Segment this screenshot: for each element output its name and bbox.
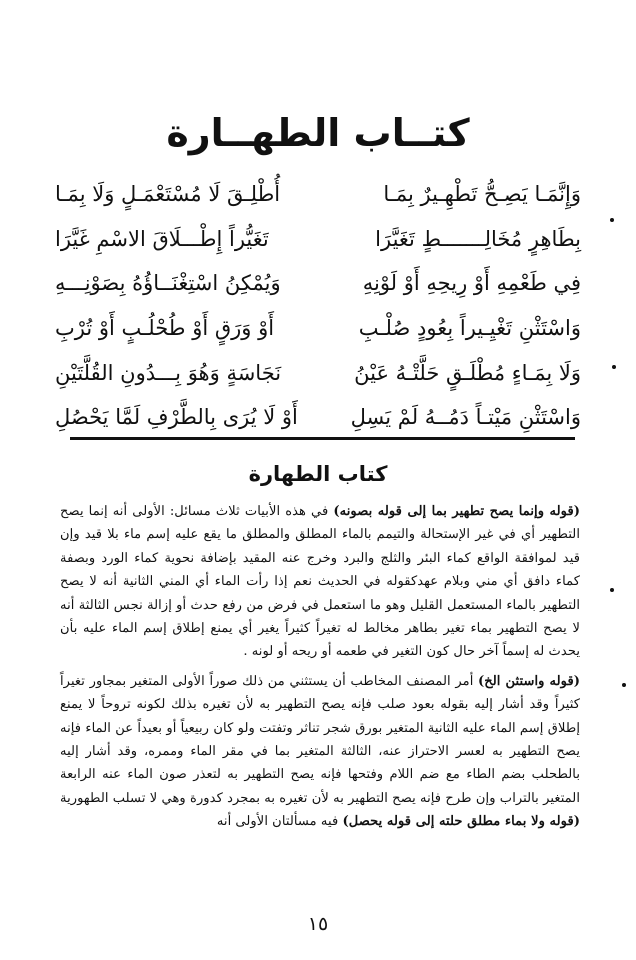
poem xyxy=(55,172,581,440)
verse-second-hemistich: تَغَيُّراً إِطْـــلَاقَ الاسْمِ غَيَّرَا xyxy=(55,226,269,251)
poem-verse xyxy=(55,261,581,306)
margin-dot xyxy=(610,218,614,222)
commentary-lead: (قوله ولا بماء مطلق حلته إلى قوله يحصل) xyxy=(342,814,580,830)
margin-dot xyxy=(610,588,614,592)
commentary-lead: (قوله واستثن الخ) xyxy=(477,673,580,689)
commentary-body: أمر المصنف المخاطب أن يستثني من ذلك صوراً الأولى المتغير بمجاور تغيراً كثيراً وقد أشار إليه بقوله بعود صلب فإنه يصح التطهير به لأن تغيره بذلك لكونه تروحاً لا يمنع إطلاق إسم الماء عليه الثانية المتغير بورق شجر تناثر وتفتت ولو كان ربيعياً أو بعيداً عن الماء فإنه يصح التطهير به لعسر الاحتراز عنه، الثالثة المتغير بما في مقر الماء وممره، وقد أشار إليه بالطحلب بضم الطاء مع ضم اللام وفتحها فإنه يصح التطهير به لتعذر صون الماء عنه الرابعة المتغير بالتراب وإن طرح فإنه يصح التطهير به لأن تغيره به بمجرد كدورة وهي لا تسلب الطهورية xyxy=(60,673,580,806)
margin-dot xyxy=(622,683,626,687)
verse-second-hemistich: أَوْ لَا يُرَى بِالطَّرْفِ لَمَّا يَحْصُلِ xyxy=(55,405,298,430)
poem-verse xyxy=(55,217,581,262)
chapter-title: كتــاب الطهــارة xyxy=(166,111,470,155)
commentary-text xyxy=(60,500,580,834)
commentary-paragraph xyxy=(60,670,580,834)
verse-first-hemistich: فِي طَعْمِهِ أَوْ رِيحِهِ أَوْ لَوْنِهِ xyxy=(362,271,581,296)
verse-second-hemistich: أَوْ وَرَقٍ أَوْ طُحْلُـبٍ أَوْ تُرْبِ xyxy=(55,316,275,341)
verse-first-hemistich: وَاسْتَثْنِ مَيْتـاً دَمُــهُ لَمْ يَسِلِ xyxy=(350,405,581,430)
commentary-title: كتاب الطهارة xyxy=(248,462,388,486)
verse-second-hemistich: وَيُمْكِنُ اسْتِغْنَــاؤُهُ بِصَوْنِـــهِ xyxy=(55,271,281,296)
verse-second-hemistich: أُطْلِـقَ لَا مُسْتَعْمَـلٍ وَلَا بِمَـا xyxy=(55,182,281,207)
section-divider xyxy=(70,437,575,440)
verse-second-hemistich: نَجَاسَةٍ وَهُوَ بِـــدُونِ القُلَّتَيْنِ xyxy=(55,360,282,385)
poem-verse xyxy=(55,306,581,351)
commentary-body: فيه مسألتان الأولى أنه xyxy=(216,814,343,830)
commentary-paragraph xyxy=(60,500,580,664)
commentary-body: في هذه الأبيات ثلاث مسائل: الأولى أنه إنما يصح التطهير أي في غير الإستحالة والتيمم بالماء المطلق والمطلق ما يقع عليه إسم ماء بلا قيد وإن قيد لموافقة الواقع كماء البئر والثلج والبرد وخرج عنه المقيد بإضافة نحوية كماء الورد وبصفة كماء دافق أي مني وبلام عهدكقوله في الحديث نعم إذا رأت الماء أي المني الثانية أنه لا يصح التطهير بالماء المستعمل القليل وهو ما استعمل في فرض من رفع حدث أو إزالة نجس الثالثة أنه لا يصح التطهير بماء تغير بطاهر مخالط له تغيراً كثيراً يغير أي يمنع إطلاق إسم الماء عليه بأن يحدث له إسماً آخر حال كون التغير في طعمه أو ريحه أو لونه . xyxy=(60,504,580,660)
poem-verse xyxy=(55,350,581,395)
verse-first-hemistich: بِطَاهِرٍ مُخَالِـــــــطٍ تَغَيَّرَا xyxy=(375,226,581,251)
poem-verse xyxy=(55,172,581,217)
verse-first-hemistich: وَإِنَّمَـا يَصِـحُّ تَطْهِـيرٌ بِمَـا xyxy=(383,182,581,207)
poem-verse xyxy=(55,395,581,440)
margin-dot xyxy=(612,365,616,369)
verse-first-hemistich: وَاسْتَثْنِ تَغْيِـيراً بِعُودٍ صُلْـبِ xyxy=(358,316,581,341)
verse-first-hemistich: وَلَا بِمَـاءٍ مُطْلَـقٍ حَلَّتْـهُ عَيْنُ xyxy=(354,360,581,385)
commentary-lead: (قوله وإنما يصح تطهير بما إلى قوله بصونه) xyxy=(333,504,580,519)
page-number: ١٥ xyxy=(307,913,329,935)
